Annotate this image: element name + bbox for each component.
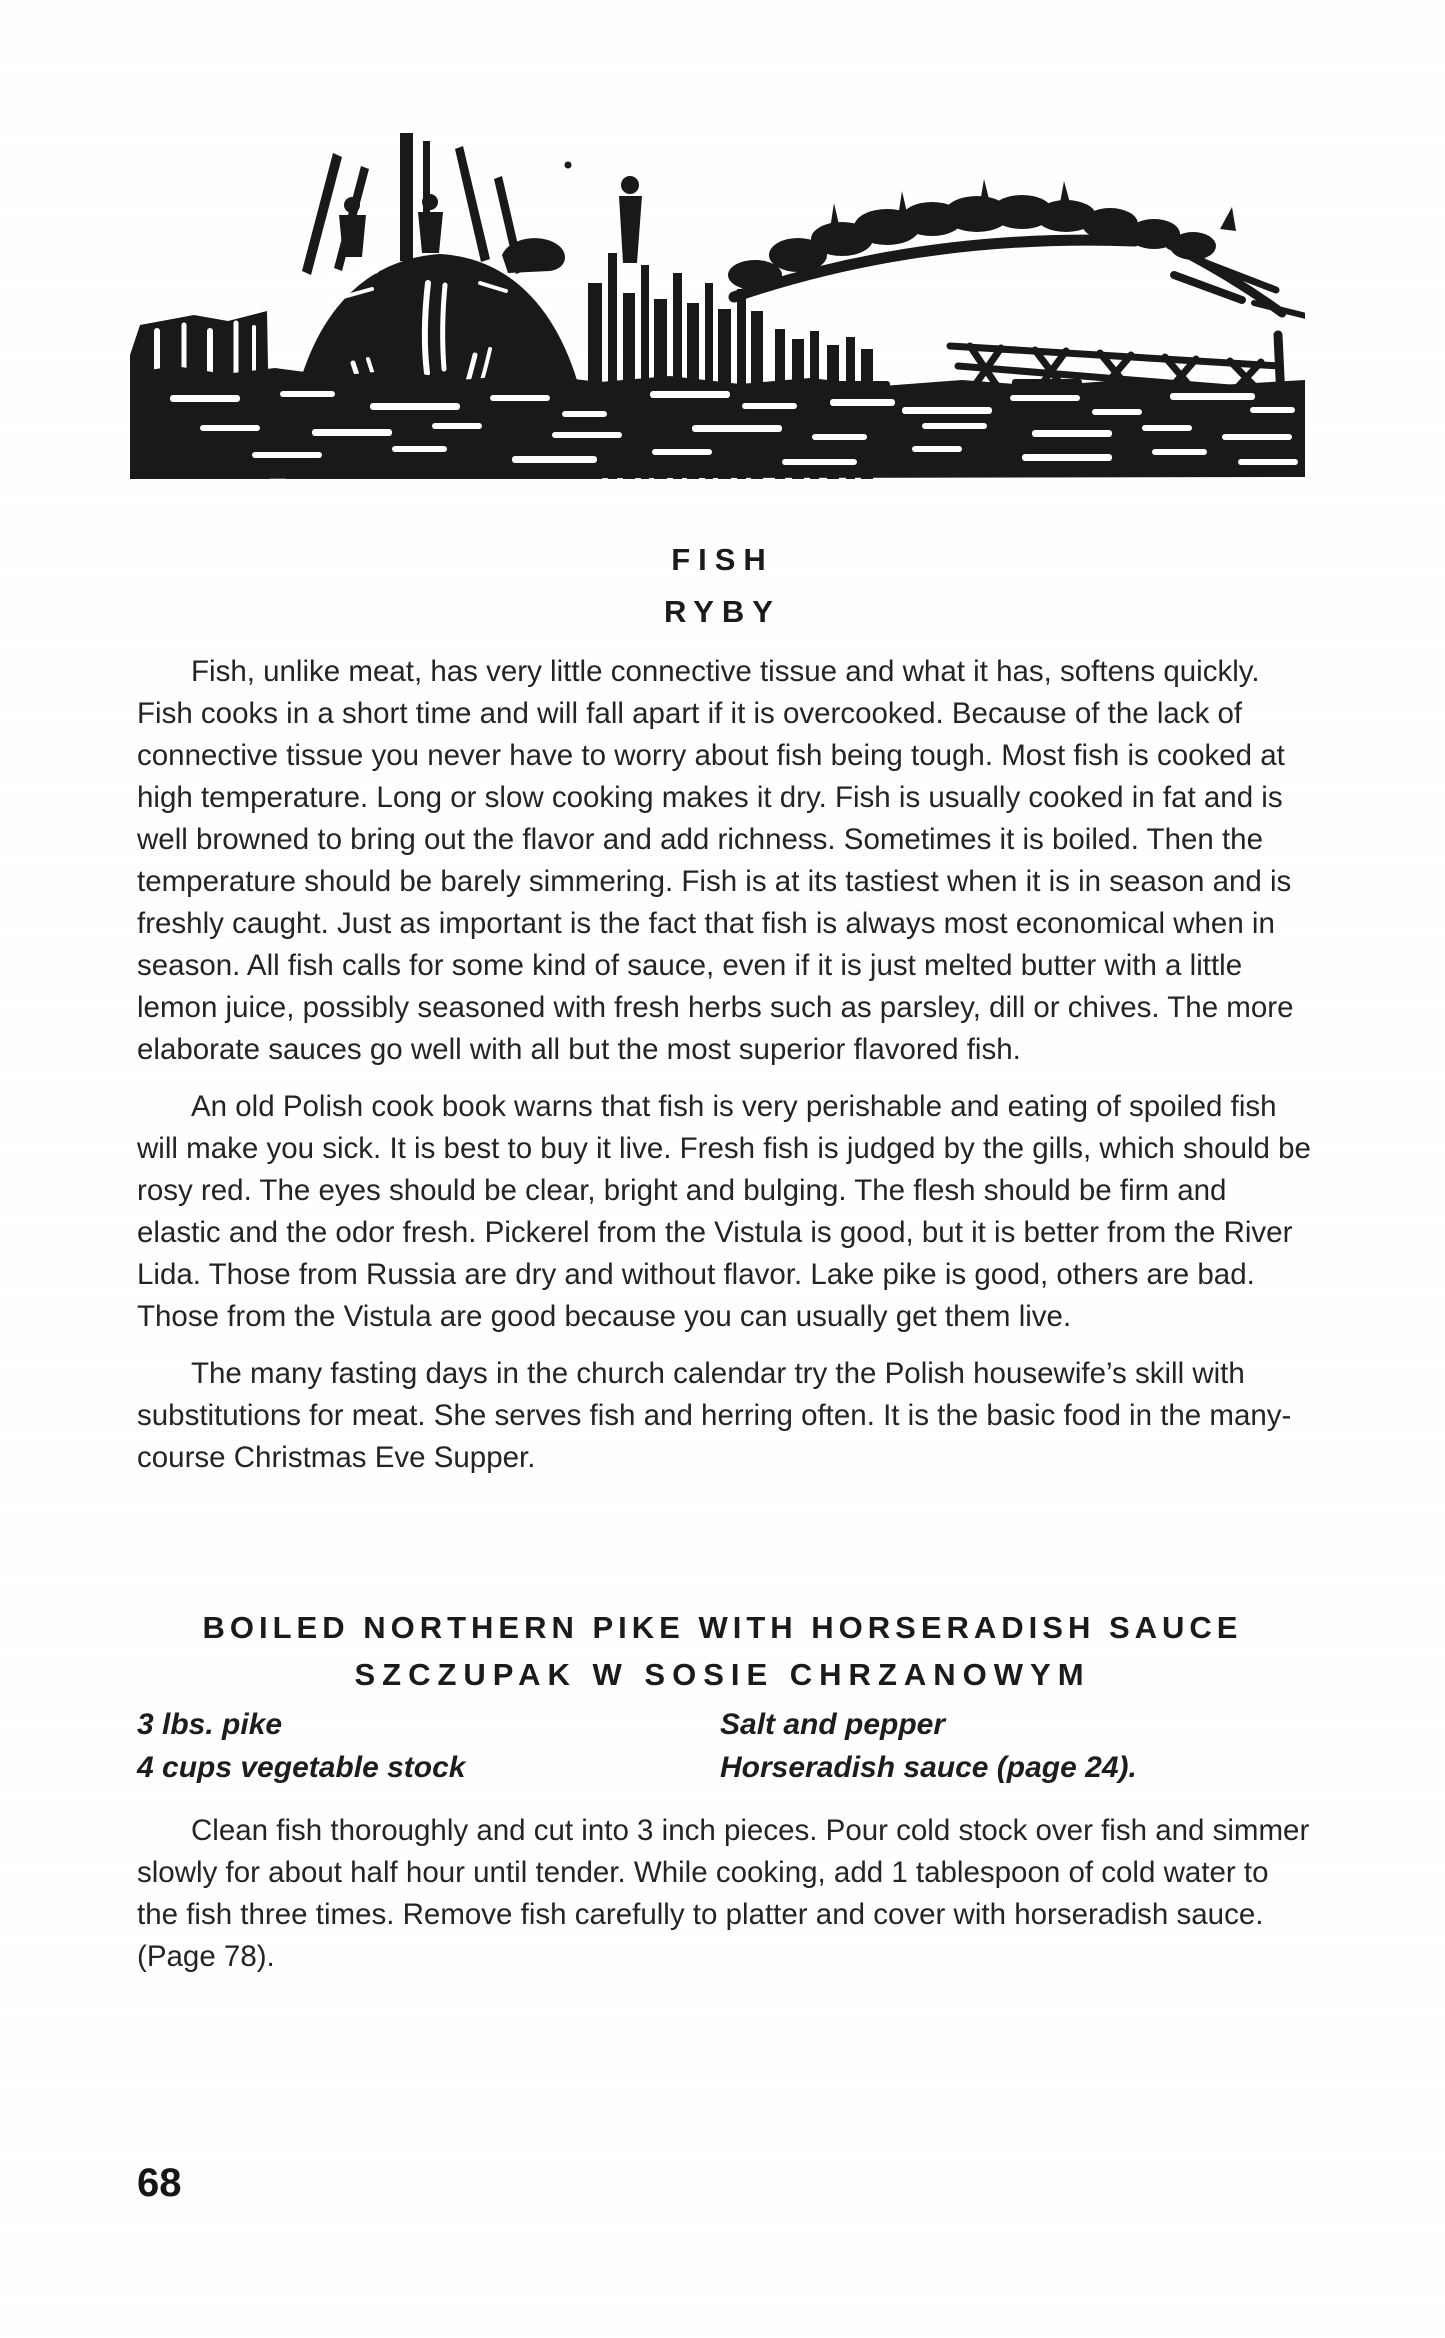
ingredient-item: Salt and pepper — [720, 1708, 946, 1741]
recipe-title: BOILED NORTHERN PIKE WITH HORSERADISH SAUCE — [202, 1610, 1243, 1645]
page-number: 68 — [137, 2161, 182, 2205]
intro-text — [137, 651, 1313, 1479]
section-heading — [0, 534, 1445, 638]
recipe-heading — [0, 1604, 1445, 1698]
intro-paragraph-2: An old Polish cook book warns that fish is very perishable and eating of spoiled fish will make you sick. It is best to buy it live. Fresh fish is judged by the gills, which should be rosy red. The eyes should be clear, bright and bulging. The flesh should be firm and elastic and the odor fresh. Pickerel from the Vistula is good, but it is better from the River Lida. Those from Russia are dry and without flavor. Lake pike is good, others are bad. Those from the Vistula are good because you can usually get them live. — [137, 1090, 1311, 1333]
ingredient-item: 4 cups vegetable stock — [137, 1751, 466, 1784]
recipe-instructions-block — [137, 1810, 1313, 1978]
intro-paragraph-1: Fish, unlike meat, has very little connective tissue and what it has, softens quickly. Fish cooks in a short time and will fall apart if it is overcooked. Because of the lack of connective tissue you never have to worry about fish being tough. Most fish is cooked at high temperature. Long or slow cooking makes it dry. Fish is usually cooked in fat and is well browned to bring out the flavor and add richness. Sometimes it is boiled. Then the temperature should be barely simmering. Fish is at its tastiest when it is in season and is freshly caught. Just as important is the fact that fish is always most economical when in season. All fish calls for some kind of sauce, even if it is just melted butter with a little lemon juice, possibly seasoned with fresh herbs such as parsley, dill or chives. The more elaborate sauces go well with all but the most superior flavored fish. — [137, 655, 1294, 1066]
recipe-subtitle: SZCZUPAK W SOSIE CHRZANOWYM — [354, 1657, 1091, 1692]
woodcut-illustration — [130, 133, 1305, 485]
intro-paragraph-3: The many fasting days in the church calendar try the Polish housewife’s skill with substitutions for meat. She serves fish and herring often. It is the basic food in the many-course Christmas Eve Supper. — [137, 1357, 1292, 1474]
ingredient-list — [137, 1703, 1313, 1795]
ingredient-column-left — [137, 1703, 465, 1789]
ingredient-item: Horseradish sauce (page 24). — [720, 1751, 1137, 1784]
ingredient-item: 3 lbs. pike — [137, 1708, 283, 1741]
section-title: FISH — [671, 542, 774, 577]
ingredient-column-right — [720, 1703, 1137, 1789]
section-subtitle: RYBY — [664, 594, 781, 629]
recipe-instructions: Clean fish thoroughly and cut into 3 inch pieces. Pour cold stock over fish and simmer slowly for about half hour until tender. While cooking, add 1 tablespoon of cold water to the fish three times. Remove fish carefully to platter and cover with horseradish sauce. (Page 78). — [137, 1814, 1310, 1973]
